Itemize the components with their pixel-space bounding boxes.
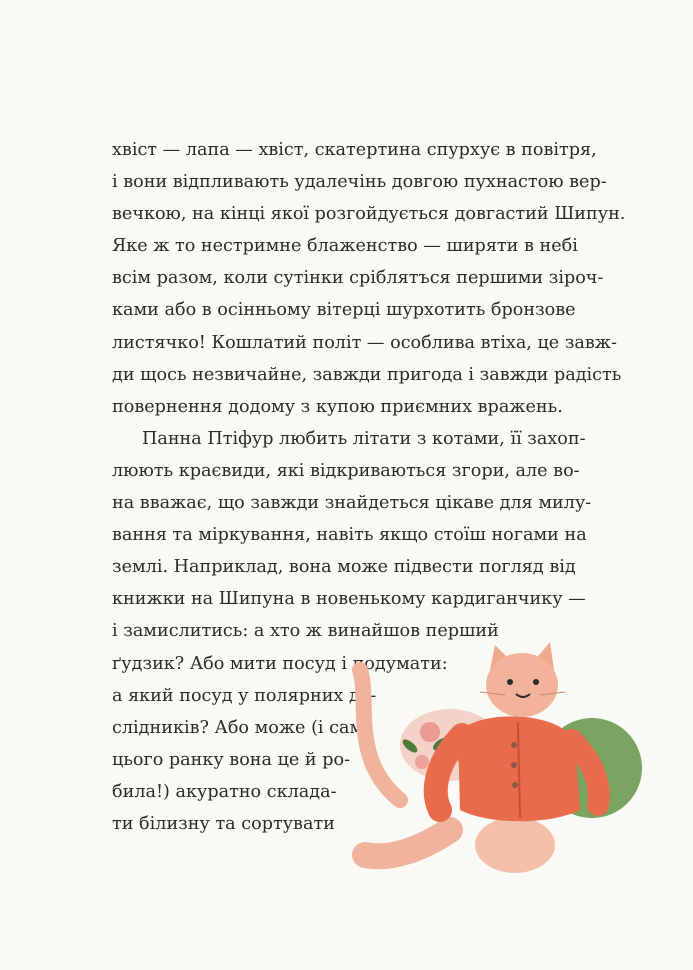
text-line: землі. Наприклад, вона може підвести погляд від	[112, 557, 576, 578]
cat-leg	[365, 830, 450, 856]
text-line: і замислитись: а хто ж винайшов перший	[112, 621, 499, 642]
text-line: всім разом, коли сутінки сріблятъся першими зіроч-	[112, 268, 604, 289]
text-line: ди щось незвичайне, завжди пригода і завжди радість	[112, 364, 622, 385]
text-line: ґудзик? Або мити посуд і подумати:	[112, 653, 448, 674]
text-line: люють краєвиди, які відкриваються згори, але во-	[112, 460, 580, 481]
text-line: і вони відпливають удалечінь довгою пухнастою вер-	[112, 172, 607, 193]
text-line: повернення додому з купою приємних вражень.	[112, 396, 563, 417]
text-line: ти білизну та сортувати	[112, 813, 335, 834]
button-icon	[511, 762, 517, 768]
cat-in-cardigan-illustration	[330, 640, 660, 890]
button-icon	[512, 782, 518, 788]
text-line: слідників? Або може (і саме	[112, 717, 374, 738]
cat-leg	[475, 817, 555, 873]
text-line: листячко! Кошлатий політ — особлива втіха, це завж-	[112, 332, 617, 353]
cat-head	[480, 642, 565, 717]
text-line: книжки на Шипуна в новенькому кардиганчику —	[112, 589, 586, 610]
text-line: вання та міркування, навіть якщо стоїш ногами на	[112, 525, 587, 546]
text-line: ками або в осінньому вітерці шурхотить бронзове	[112, 300, 576, 321]
text-line: цього ранку вона це й ро-	[112, 749, 351, 770]
text-line: Панна Птіфур любить літати з котами, її захоп-	[142, 428, 586, 449]
text-line: Яке ж то нестримне блаженство — ширяти в небі	[112, 236, 578, 257]
text-line: била!) акуратно склада-	[112, 781, 337, 802]
text-line: а який посуд у полярних до-	[112, 685, 377, 706]
text-line: хвіст — лапа — хвіст, скатертина спурхує в повітря,	[112, 140, 597, 160]
text-line: вечкою, на кінці якої розгойдується довгастий Шипун.	[112, 204, 626, 225]
button-icon	[511, 742, 517, 748]
cat-tail	[360, 670, 400, 800]
text-line: на вважає, що завжди знайдеться цікаве для милу-	[112, 493, 592, 514]
